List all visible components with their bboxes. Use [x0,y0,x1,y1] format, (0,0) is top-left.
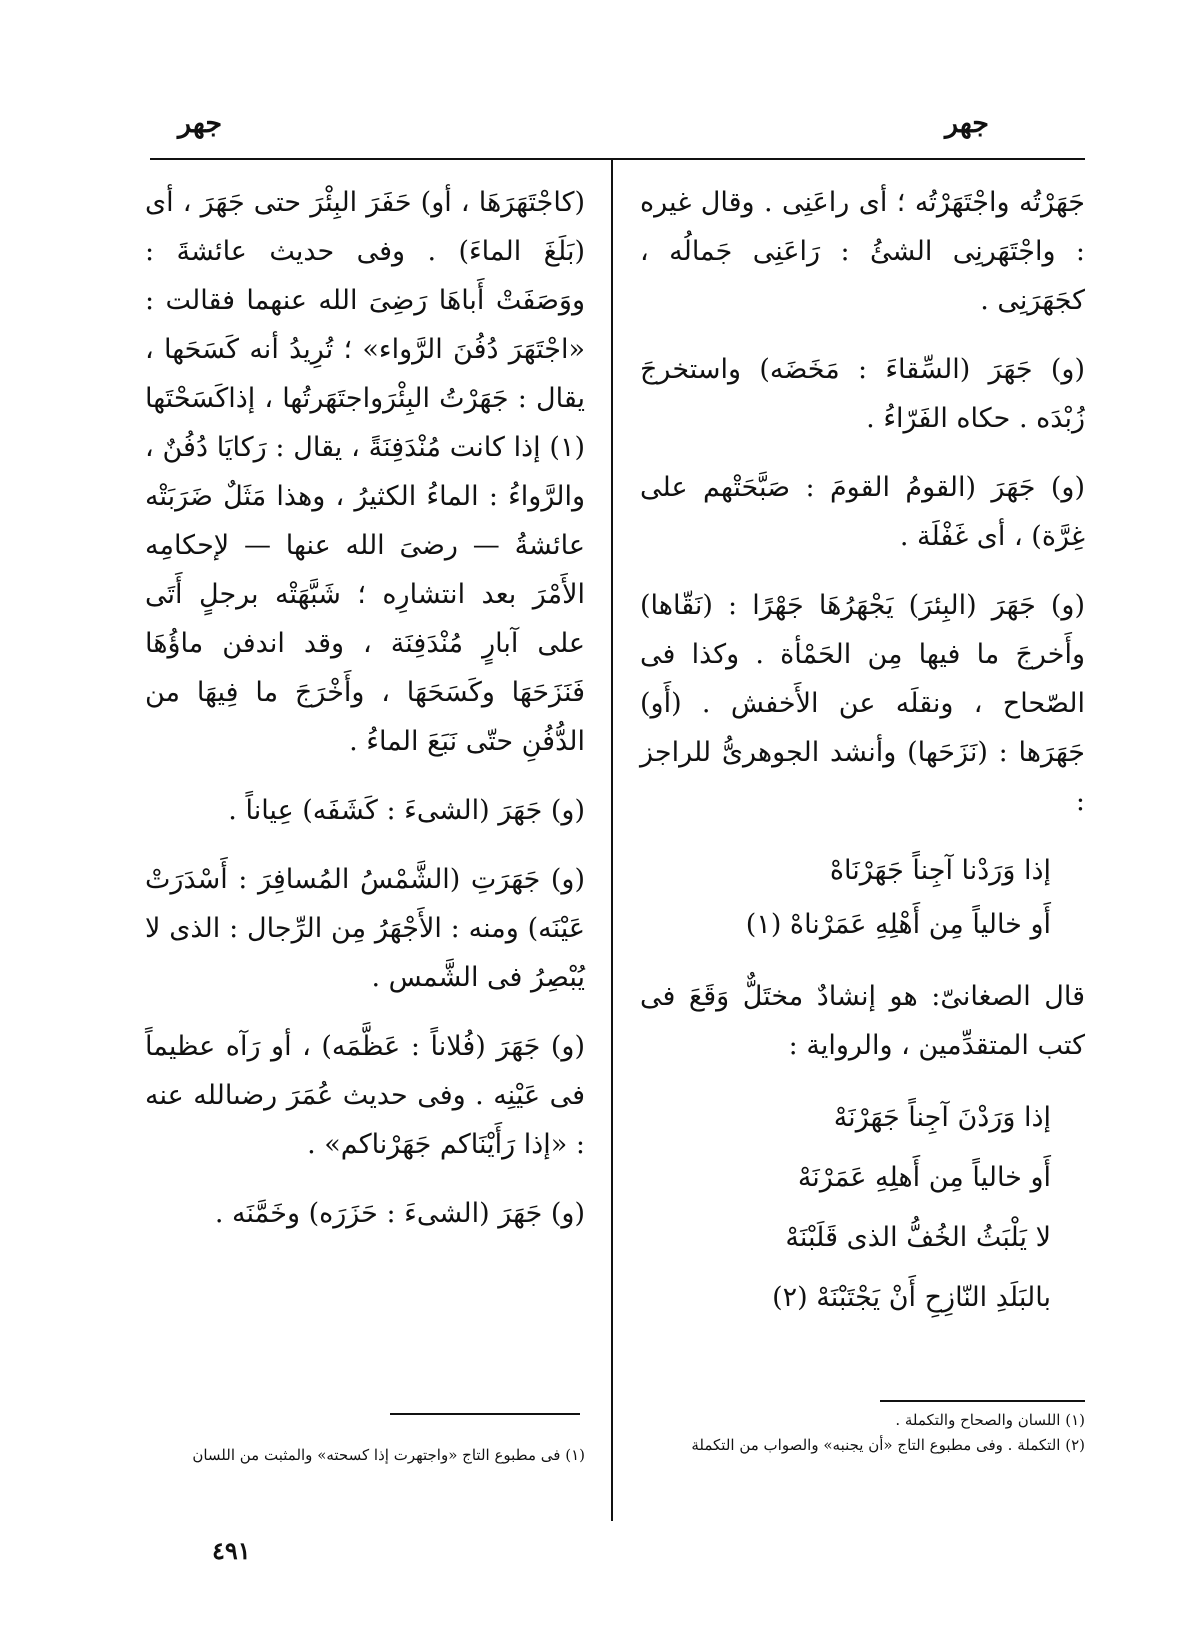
paragraph: (و) جَهَرَتِ (الشَّمْسُ المُسافِرَ : أَسْدَرَتْ عَيْنَه) ومنه : الأَجْهَرُ مِن الرِّجال : الذى لا يُبْصِرُ فى الشَّمس . [145,864,585,993]
header-word-right: جهر [944,108,989,139]
verse-line: أَو خالياً مِن أَهْلِهِ عَمَرْناهْ (١) [745,909,1051,940]
footnote-rule-left [390,1413,580,1415]
verse-line: أَو خالياً مِن أَهلِهِ عَمَرْنَهْ [797,1162,1051,1193]
paragraph: (و) جَهَرَ (فُلاناً : عَظَّمَه) ، أو رَآه عظيماً فى عَيْنِه . وفى حديث عُمَرَ رضىالله عنه : «إذا رَأَيْنَاكم جَهَرْناكم» . [145,1031,585,1160]
footnote-rule-right [880,1400,1085,1402]
paragraph: (و) جَهَرَ (البِئرَ) يَجْهَرُهَا جَهْرًا : (نَقّاها) وأَخرجَ ما فيها مِن الحَمْأة . وكذا فى الصّحاح ، ونقلَه عن الأَخفش . (أَو) جَهَرَها : (نَزَحَها) وأنشد الجوهرىُّ للراجز : [640,590,1085,817]
header-rule [150,158,1085,160]
paragraph: قال الصغانىّ: هو إنشادٌ مختَلٌّ وَقَعَ فى كتب المتقدِّمين ، والرواية : [640,981,1085,1061]
paragraph: (كاجْتَهَرَهَا ، أو) حَفَرَ البِئْرَ حتى جَهَرَ ، أى (بَلَغَ الماءَ) . وفى حديث عائشةَ : ووَصَفَتْ أَباهَا رَضِىَ الله عنهما فقالت : «اجْتَهَرَ دُفُنَ الرَّواء» ؛ تُرِيدُ أنه كَسَحَها ، يقال : جَهَرْتُ البِئْرَواجتَهَرتُها ، إذاكَسَحْتَها (١) إذا كانت مُنْدَفِنَةً ، يقال : رَكايَا دُفُنٌ ، والرَّواءُ : الماءُ الكثيرُ ، وهذا مَثَلٌ ضَرَبَتْه عائشةُ — رضىَ الله عنها — لإحكامِه الأَمْرَ بعد انتشارِه ؛ شَبَّهَتْه برجلٍ أَتَى على آبارٍ مُنْدَفِنَة ، وقد اندفن ماؤُهَا فَنَزَحَهَا وكَسَحَهَا ، وأَخْرَجَ ما فِيهَا من الدُّفُنِ حتّى نَبَعَ الماءُ . [145,187,585,757]
verse-line: إذا وَرَدْنَ آجِناً جَهَرْنَهْ [833,1102,1051,1133]
footnotes-left [145,1443,585,1468]
verse-block [640,1090,1085,1326]
paragraph: (و) جَهَرَ (القومُ القومَ : صَبَّحَتْهم على غِرَّة) ، أى غَفْلَة . [640,472,1085,552]
column-divider [611,158,613,1521]
verse-line: إذا وَرَدْنا آجِناً جَهَرْنَاهْ [829,855,1051,886]
right-column [640,178,1085,1348]
footnote: (١) فى مطبوع التاج «واجتهرت إذا كسحته» والمثبت من اللسان [192,1446,585,1464]
header-word-left: جهر [178,108,223,139]
verse-line: لا يَلْبَثُ الخُفُّ الذى قَلَبْنَهْ [785,1222,1051,1253]
paragraph: (و) جَهَرَ (الشىءَ : كَشَفَه) عِياناً . [228,795,585,826]
paragraph: جَهَرْتُه واجْتَهَرْتُه ؛ أى راعَنِى . وقال غيره : واجْتَهَرنِى الشئُ : رَاعَنِى جَمالُه ، كجَهَرَنِى . [640,187,1085,316]
verse-block [640,846,1085,950]
paragraph: (و) جَهَرَ (السِّقاءَ : مَخَضَه) واستخرجَ زُبْدَه . حكاه الفَرّاءُ . [640,354,1085,434]
verse-line: بالبَلَدِ النّازِحِ أَنْ يَجْتَبْنَهْ (٢) [772,1282,1051,1313]
footnotes-right [655,1408,1085,1458]
footnote: (٢) التكملة . وفى مطبوع التاج «أن يجنبه» والصواب من التكملة [691,1436,1085,1454]
page-number: ٤٩١ [212,1536,251,1565]
footnote: (١) اللسان والصحاح والتكملة . [895,1411,1085,1429]
left-column [145,178,585,1258]
paragraph: (و) جَهَرَ (الشىءَ : حَزَرَه) وخَمَّنَه . [214,1198,585,1229]
